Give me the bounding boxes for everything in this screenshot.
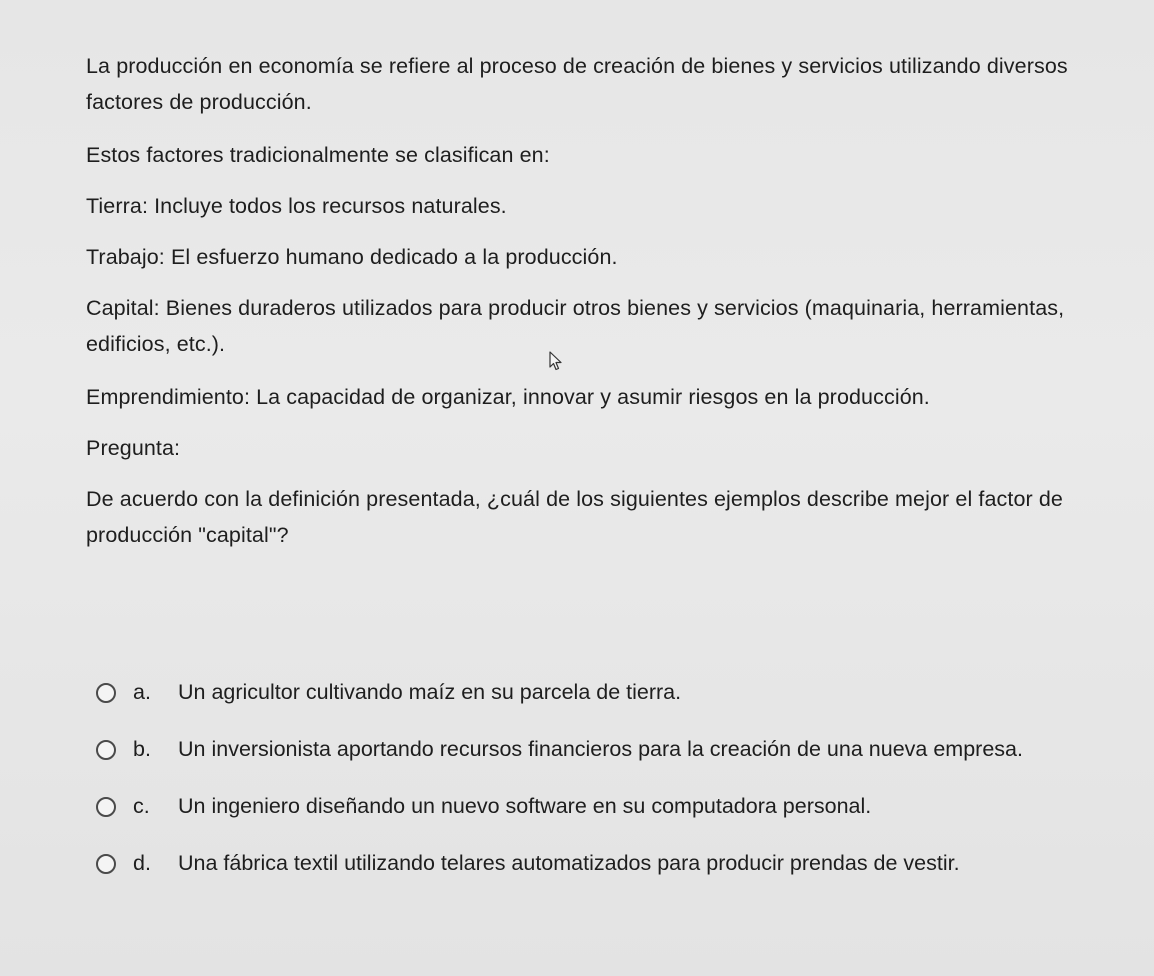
radio-button-icon[interactable] — [96, 797, 116, 817]
option-letter: a. — [133, 680, 151, 704]
option-letter: d. — [133, 851, 151, 875]
option-a[interactable] — [96, 674, 1136, 710]
option-c[interactable] — [96, 788, 1136, 824]
radio-button-icon[interactable] — [96, 740, 116, 760]
factor-trabajo: Trabajo: El esfuerzo humano dedicado a la producción. — [86, 245, 618, 269]
question-content — [86, 48, 1136, 553]
mouse-pointer-icon — [549, 351, 563, 371]
radio-button-icon[interactable] — [96, 683, 116, 703]
answer-options — [96, 674, 1136, 902]
option-b[interactable] — [96, 731, 1136, 767]
question-text: De acuerdo con la definición presentada, ¿cuál de los siguientes ejemplos describe mejor el factor de producción "capital"? — [86, 487, 1063, 547]
factor-emprendimiento: Emprendimiento: La capacidad de organizar, innovar y asumir riesgos en la producción. — [86, 385, 930, 409]
question-label: Pregunta: — [86, 436, 181, 460]
classification-text: Estos factores tradicionalmente se clasifican en: — [86, 143, 550, 167]
option-d[interactable] — [96, 845, 1136, 881]
option-letter: c. — [133, 794, 150, 818]
factor-tierra: Tierra: Incluye todos los recursos naturales. — [86, 194, 507, 218]
option-letter: b. — [133, 737, 151, 761]
option-text: Un ingeniero diseñando un nuevo software en su computadora personal. — [178, 794, 872, 818]
option-text: Una fábrica textil utilizando telares automatizados para producir prendas de vestir. — [178, 851, 960, 875]
definition-text: La producción en economía se refiere al proceso de creación de bienes y servicios utilizando diversos factores de producción. — [86, 54, 1068, 114]
radio-button-icon[interactable] — [96, 854, 116, 874]
factor-capital: Capital: Bienes duraderos utilizados para producir otros bienes y servicios (maquinaria, herramientas, edificios, etc.). — [86, 296, 1065, 356]
option-text: Un inversionista aportando recursos financieros para la creación de una nueva empresa. — [178, 737, 1023, 761]
option-text: Un agricultor cultivando maíz en su parcela de tierra. — [178, 680, 682, 704]
